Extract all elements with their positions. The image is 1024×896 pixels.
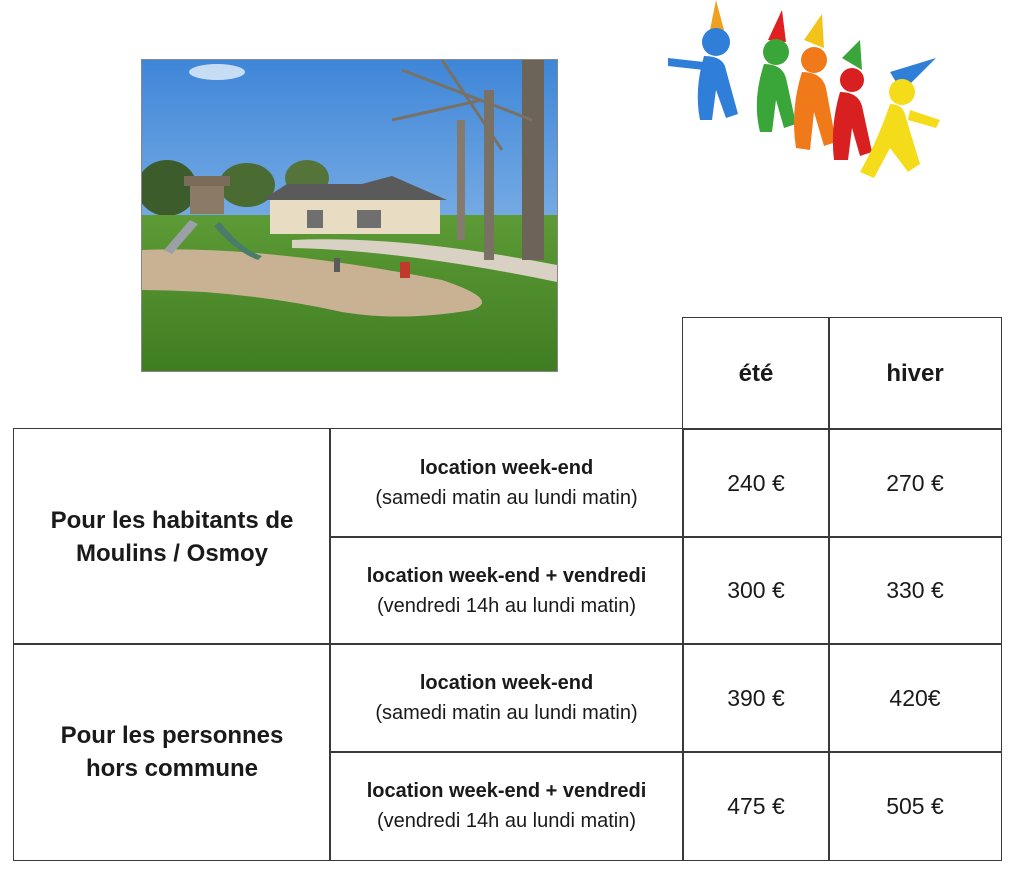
- price-value: 300 €: [727, 577, 785, 603]
- rate-subtitle: (vendredi 14h au lundi matin): [376, 594, 637, 617]
- price-value: 240 €: [727, 469, 785, 496]
- group-label-line: Moulins / Osmoy: [75, 539, 269, 567]
- rate-description: [329, 751, 684, 861]
- group-label-line: hors commune: [85, 755, 259, 782]
- price-hiver: [828, 643, 1002, 753]
- price-hiver: [828, 751, 1002, 861]
- group-label-habitants: [13, 428, 331, 645]
- price-ete: [682, 751, 830, 861]
- party-figures-icon: [664, 0, 942, 182]
- playground-photo: [141, 59, 558, 372]
- price-value: 330 €: [886, 577, 944, 603]
- rate-description: [329, 428, 684, 538]
- price-value: 475 €: [727, 792, 785, 819]
- rate-title: location week-end + vendredi: [366, 780, 647, 802]
- group-label-line: Pour les personnes: [60, 722, 284, 749]
- price-hiver: [828, 536, 1002, 645]
- price-value: 390 €: [727, 684, 785, 711]
- price-ete: [682, 643, 830, 753]
- group-label-line: Pour les habitants de: [50, 506, 294, 534]
- rate-subtitle: (samedi matin au lundi matin): [375, 487, 638, 509]
- rate-title: location week-end + vendredi: [366, 564, 647, 587]
- price-hiver: [828, 428, 1002, 538]
- header-ete-label: été: [738, 359, 774, 387]
- party-figures-illustration: [664, 0, 942, 182]
- rate-title: location week-end: [419, 457, 594, 479]
- price-ete: [682, 428, 830, 538]
- header-ete: [682, 317, 830, 430]
- header-hiver: [828, 317, 1002, 430]
- rate-subtitle: (vendredi 14h au lundi matin): [376, 810, 637, 832]
- price-value: 420€: [889, 684, 941, 711]
- rate-description: [329, 536, 684, 645]
- playground-photo-icon: [142, 60, 557, 371]
- group-label-hors-commune: [13, 643, 331, 861]
- rate-title: location week-end: [419, 672, 594, 694]
- price-ete: [682, 536, 830, 645]
- rate-description: [329, 643, 684, 753]
- price-value: 505 €: [886, 792, 944, 819]
- header-hiver-label: hiver: [886, 359, 944, 387]
- price-value: 270 €: [886, 469, 944, 496]
- rate-subtitle: (samedi matin au lundi matin): [375, 702, 638, 724]
